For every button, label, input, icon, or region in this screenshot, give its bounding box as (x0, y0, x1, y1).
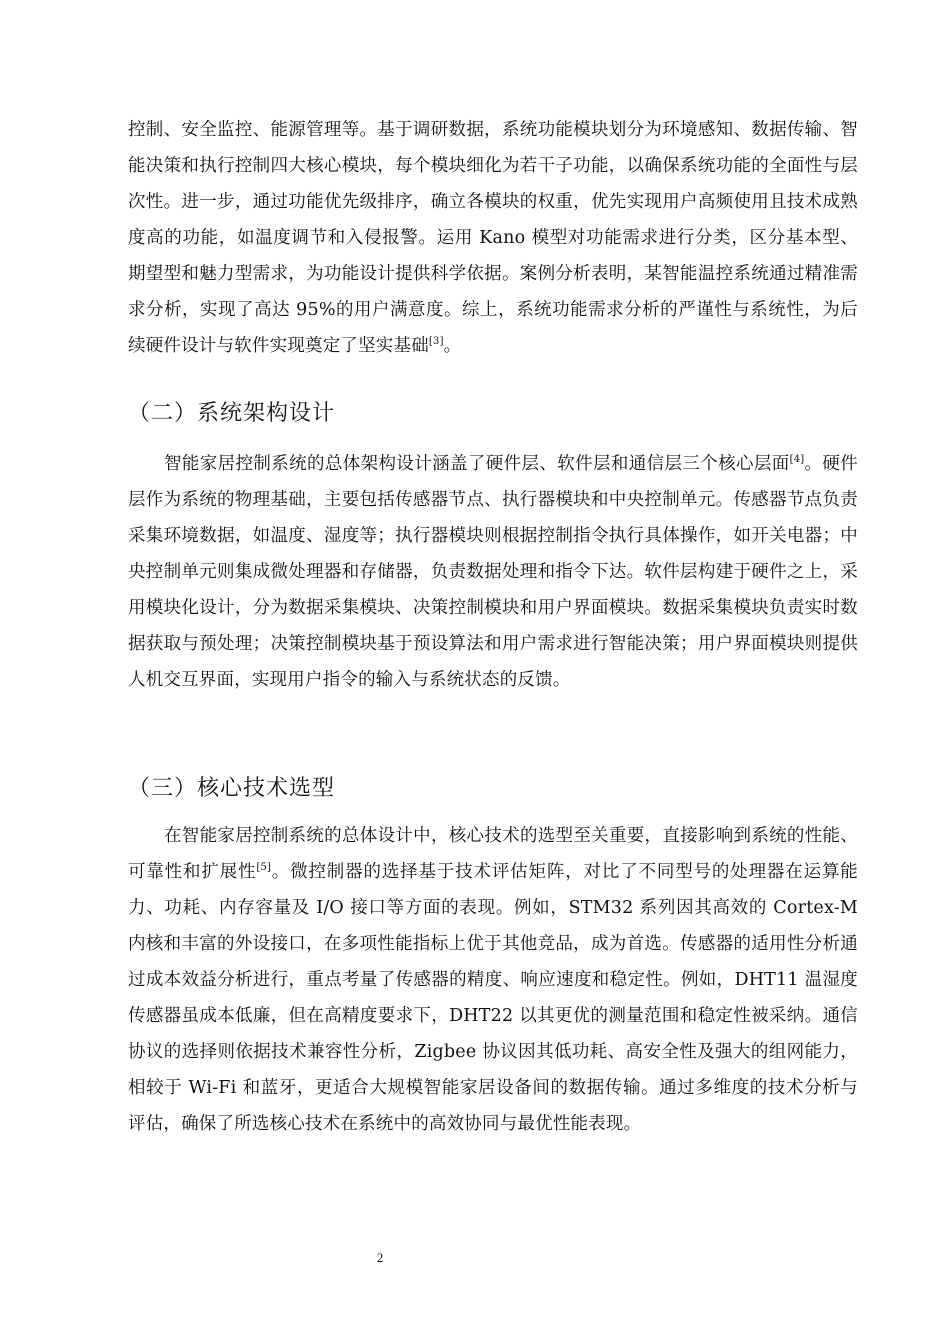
paragraph-tail: 。 (443, 336, 462, 356)
paragraph-lead: 在智能家居控制系统的总体设计中，核心技术的选型至关重要，直接影响到系统的性能、可靠性和扩展性 (128, 826, 858, 882)
paragraph-text: 控制、安全监控、能源管理等。基于调研数据，系统功能模块划分为环境感知、数据传输、智能决策和执行控制四大核心模块，每个模块细化为若干子功能，以确保系统功能的全面性与层次性。进一步，通过功能优先级排序，确立各模块的权重，优先实现用户高频使用且技术成熟度高的功能，如温度调节和入侵报警。运用 Kano 模型对功能需求进行分类，区分基本型、期望型和魅力型需求，为功能设计提供科学依据。案例分析表明，某智能温控系统通过精准需求分析，实现了高达 95%的用户满意度。综上，系统功能需求分析的严谨性与系统性，为后续硬件设计与软件实现奠定了坚实基础 (128, 120, 858, 356)
paragraph-functional-requirements (128, 112, 858, 364)
paragraph-lead: 智能家居控制系统的总体架构设计涵盖了硬件层、软件层和通信层三个核心层面 (164, 454, 790, 474)
paragraph-body: 。微控制器的选择基于技术评估矩阵，对比了不同型号的处理器在运算能力、功耗、内存容量及 I/O 接口等方面的表现。例如，STM32 系列因其高效的 Cortex-M 内核和丰富的外设接口，在多项性能指标上优于其他竞品，成为首选。传感器的适用性分析通过成本效益分析进行，重点考量了传感器的精度、响应速度和稳定性。例如，DHT11 温湿度传感器虽成本低廉，但在高精度要求下，DHT22 以其更优的测量范围和稳定性被采纳。通信协议的选择则依据技术兼容性分析，Zigbee 协议因其低功耗、高安全性及强大的组网能力，相较于 Wi-Fi 和蓝牙，更适合大规模智能家居设备间的数据传输。通过多维度的技术分析与评估，确保了所选核心技术在系统中的高效协同与最优性能表现。 (128, 862, 858, 1134)
paragraph-architecture (128, 446, 858, 698)
paragraph-body: 。硬件层作为系统的物理基础，主要包括传感器节点、执行器模块和中央控制单元。传感器节点负责采集环境数据，如温度、湿度等；执行器模块则根据控制指令执行具体操作，如开关电器；中央控制单元则集成微处理器和存储器，负责数据处理和指令下达。软件层构建于硬件之上，采用模块化设计，分为数据采集模块、决策控制模块和用户界面模块。数据采集模块负责实时数据获取与预处理；决策控制模块基于预设算法和用户需求进行智能决策；用户界面模块则提供人机交互界面，实现用户指令的输入与系统状态的反馈。 (128, 454, 858, 690)
section-heading-tech-selection: （三）核心技术选型 (128, 776, 336, 801)
paragraph-tech-selection (128, 818, 858, 1142)
page-number: 2 (376, 1250, 384, 1265)
citation-ref-3: [3] (428, 336, 444, 348)
citation-ref-5: [5] (256, 862, 272, 874)
citation-ref-4: [4] (789, 454, 805, 466)
section-heading-architecture: （二）系统架构设计 (128, 401, 336, 426)
